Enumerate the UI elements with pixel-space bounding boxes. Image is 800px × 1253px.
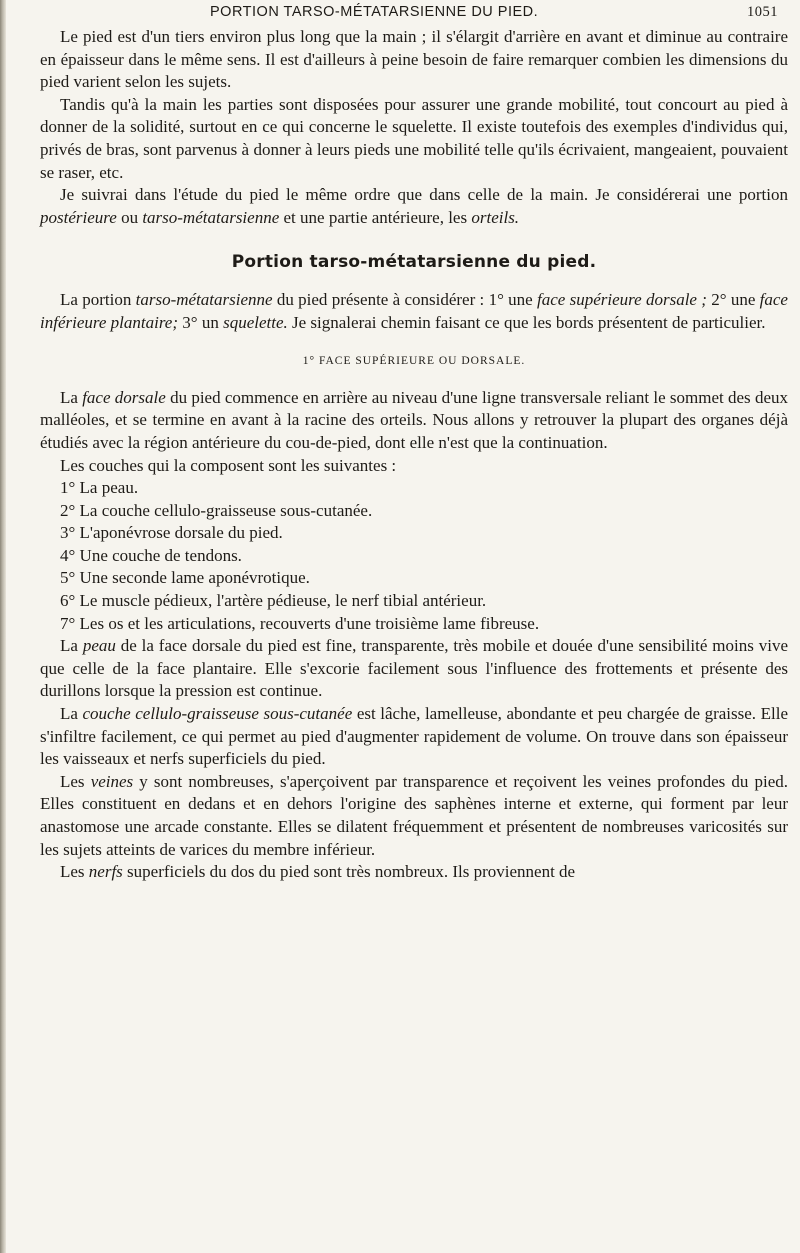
italic-term: tarso-métatarsienne bbox=[142, 207, 280, 227]
layer-list-item: 5° Une seconde lame aponévrotique. bbox=[60, 568, 310, 588]
paragraph bbox=[40, 387, 788, 455]
body-text bbox=[40, 26, 788, 884]
binding-edge bbox=[0, 0, 6, 1253]
italic-term: squelette. bbox=[223, 312, 288, 332]
paragraph: Les couches qui la composent sont les suivantes : bbox=[60, 455, 397, 475]
layer-list-item: 6° Le muscle pédieux, l'artère pédieuse, le nerf tibial antérieur. bbox=[60, 591, 487, 611]
text-run: Les bbox=[60, 771, 91, 791]
layer-list-item: 1° La peau. bbox=[60, 478, 139, 498]
italic-term: postérieure bbox=[40, 207, 117, 227]
layer-list-item: 2° La couche cellulo-graisseuse sous-cutanée. bbox=[60, 500, 373, 520]
paragraph: Le pied est d'un tiers environ plus long que la main ; il s'élargit d'arrière en avant et diminue au contraire en épaisseur dans le même sens. Il est d'ailleurs à peine besoin de faire remarquer combien les dimensions du pied varient selon les sujets. bbox=[40, 27, 788, 92]
text-run: y sont nombreuses, s'aperçoivent par transparence et reçoivent les veines profondes du pied. Elles constituent en dedans et en dehors l'origine des saphènes interne et externe, qui forment par leur anastomose une arcade constante. Elles se dilatent fréquemment et présentent de nombreuses varicosités sur les sujets atteints de varices du membre inférieur. bbox=[40, 771, 789, 859]
italic-term: couche cellulo-graisseuse sous-cutanée bbox=[82, 704, 353, 724]
subsection-title: 1° FACE SUPÉRIEURE OU DORSALE. bbox=[302, 355, 526, 368]
italic-term: veines bbox=[90, 771, 134, 791]
paragraph bbox=[40, 861, 788, 884]
running-header bbox=[98, 4, 788, 26]
paragraph bbox=[40, 289, 788, 334]
text-run: du pied commence en arrière au niveau d'une ligne transversale reliant le sommet des deux malléoles, et se termine en avant à la racine des orteils. Nous allons y retrouver la plupart des organes déjà étudiés avec la région antérieure du cou-de-pied, dont elle n'est que la continuation. bbox=[40, 387, 788, 452]
text-run: Je signalerai chemin faisant ce que les bords présentent de particulier. bbox=[287, 312, 766, 332]
page-number: 1051 bbox=[747, 4, 778, 20]
text-run: La portion bbox=[60, 289, 136, 309]
text-run: est lâche, lamelleuse, abondante et peu chargée de graisse. Elle s'infiltre facilement, ce qui permet au pied d'augmenter rapidement de volume. On trouve dans son épaisseur les vaisseaux et nerfs superficiels du pied. bbox=[40, 704, 788, 769]
layer-list-item: 3° L'aponévrose dorsale du pied. bbox=[60, 523, 283, 543]
paragraph bbox=[40, 635, 788, 703]
section-title: Portion tarso-métatarsienne du pied. bbox=[231, 252, 597, 273]
italic-term: peau bbox=[82, 636, 116, 656]
italic-term: tarso-métatarsienne bbox=[135, 289, 273, 309]
running-title: PORTION TARSO-MÉTATARSIENNE DU PIED. bbox=[210, 4, 539, 20]
text-run: La bbox=[60, 636, 83, 656]
italic-term: face supérieure dorsale ; bbox=[537, 289, 707, 309]
paragraph bbox=[40, 184, 788, 229]
text-run: de la face dorsale du pied est fine, transparente, très mobile et douée d'une sensibilité moins vive que celle de la face plantaire. Elle s'excorie facilement sous l'influence des frottements et présente des durillons lorsque la pression est continue. bbox=[40, 636, 788, 701]
text-run: La bbox=[60, 704, 83, 724]
layer-list-item: 4° Une couche de tendons. bbox=[60, 545, 242, 565]
text-run: Les bbox=[60, 862, 89, 882]
text-run: ou bbox=[116, 207, 143, 227]
italic-term: face dorsale bbox=[82, 387, 166, 407]
italic-term: nerfs bbox=[88, 862, 123, 882]
text-run: et une partie antérieure, les bbox=[279, 207, 472, 227]
text-run: La bbox=[60, 387, 83, 407]
paragraph bbox=[40, 703, 788, 771]
text-run: superficiels du dos du pied sont très nombreux. Ils proviennent de bbox=[122, 862, 576, 882]
italic-term: orteils. bbox=[471, 207, 520, 227]
text-run: 2° une bbox=[706, 289, 760, 309]
paragraph: Tandis qu'à la main les parties sont disposées pour assurer une grande mobilité, tout concourt au pied à donner de la solidité, surtout en ce qui concerne le squelette. Il existe toutefois des exemples d'individus qui, privés de bras, sont parvenus à donner à leurs pieds une mobilité telle qu'ils écrivaient, mangeaient, pouvaient se raser, etc. bbox=[40, 94, 788, 182]
layer-list-item: 7° Les os et les articulations, recouverts d'une troisième lame fibreuse. bbox=[60, 613, 540, 633]
italic-term: face inférieure plantaire; bbox=[40, 289, 788, 332]
paragraph bbox=[40, 771, 788, 861]
text-run: Je suivrai dans l'étude du pied le même ordre que dans celle de la main. Je considérerai une portion bbox=[60, 185, 788, 205]
text-run: 3° un bbox=[178, 312, 224, 332]
text-run: du pied présente à considérer : 1° une bbox=[272, 289, 537, 309]
